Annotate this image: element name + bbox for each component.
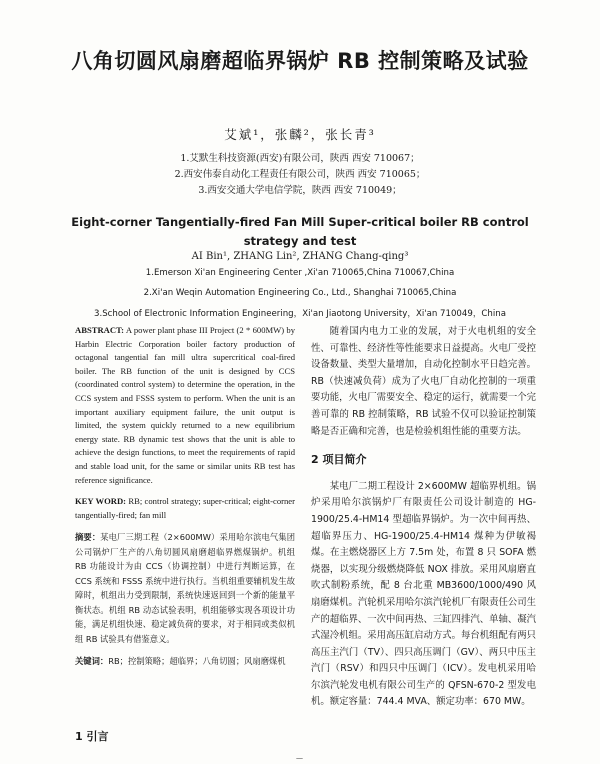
title-chinese: 八角切圆风扇磨超临界锅炉 RB 控制策略及试验: [71, 49, 529, 73]
right-column: [311, 324, 536, 711]
keywords-cn-label: 关键词：: [75, 656, 109, 667]
affiliation-cn-2: 2.西安伟泰自动化工程责任有限公司，陕西 西安 710065；: [174, 169, 426, 180]
abstract-english: [75, 324, 295, 487]
keywords-english: [75, 495, 295, 522]
keywords-cn-text: RB；控制策略；超临界；八角切圆；风扇磨煤机: [108, 656, 286, 667]
affiliation-en-3: 3.School of Electronic Information Engineering，Xi'an Jiaotong University，Xi'an 710049，China: [94, 309, 506, 319]
abstract-label: ABSTRACT:: [75, 325, 125, 335]
authors-english: AI Bin¹, ZHANG Lin², ZHANG Chang-qing³: [191, 251, 409, 262]
title-english: Eight-corner Tangentially-fired Fan Mill Super-critical boiler RB control strategy and test: [71, 215, 529, 248]
affiliation-en-2: 2.Xi'an Weqin Automation Engineering Co., Ltd., Shanghai 710065,China: [143, 288, 457, 298]
abstract-cn-text: 某电厂三期工程（2×600MW）采用哈尔滨电气集团公司锅炉厂生产的八角切圆风扇磨超临界燃煤锅炉。机组 RB 功能设计为由 CCS（协调控制）中进行判断运算，在 CCS 系统和 FSSS 系统中进行执行。当机组重要辅机发生故障时，机组出力受到限制，系统快速返回到一个新的能量平衡状态。机组 RB 动态试验表明，机组能够实现各项设计功能，满足机组快速、稳定减负荷的要求，对于相同或类似机组 RB 试验具有借鉴意义。: [75, 532, 295, 644]
left-column: [75, 324, 295, 677]
page-number: —: [296, 754, 303, 762]
abstract-text: A power plant phase III Project (2 * 600MW) by Harbin Electric Corporation boiler factory production of octagonal tangential fan mill ultra supercritical coal-fired boiler. The RB function of the unit is designed by CCS (coordinated control system) to determine the operation, in the CCS system and FSSS system to perform. When the unit is an important auxiliary equipment failure, the unit output is limited, the system quickly returned to a new equilibrium energy state. RB dynamic test shows that the unit is able to achieve the design functions, to meet the requirements of rapid and stable load unit, for the same or similar units RB test has reference significance.: [75, 325, 295, 485]
intro-paragraph: 随着国内电力工业的发展，对于火电机组的安全性、可靠性、经济性等性能要求日益提高。火电厂受控设备数量、类型大量增加，自动化控制水平日趋完善。RB（快速减负荷）成为了火电厂自动化控制的一项重要功能，火电厂需要安全、稳定的运行，就需要一个完善可靠的 RB 控制策略，RB 试验不仅可以验证控制策略是否正确和完善，也是检验机组性能的重要方法。: [311, 326, 537, 437]
affiliation-en-1: 1.Emerson Xi'an Engineering Center ,Xi'an 710065,China 710067,China: [145, 268, 455, 278]
authors-chinese: 艾斌¹，张麟²，张长青³: [224, 127, 376, 142]
project-paragraph: 某电厂二期工程设计 2×600MW 超临界机组。锅炉采用哈尔滨锅炉厂有限责任公司设计制造的 HG-1900/25.4-HM14 型超临界锅炉。为一次中间再热、超临界压力、HG-1900/25.4-HM14 煤种为伊敏褐煤。在主燃烧器区上方 7.5m 处，布置 8 只 SOFA 燃烧器，以实现分级燃烧降低 NOX 排放。采用风扇磨直吹式制粉系统，配 8 台北重 MB3600/1000/490 风扇磨煤机。汽轮机采用哈尔滨汽轮机厂有限责任公司生产的超临界、一次中间再热、三缸四排汽、单轴、凝汽式湿冷机组。采用高压缸启动方式。每台机组配有两只高压主汽门（TV）、四只高压调门（GV）、两只中压主汽门（RSV）和四只中压调门（ICV）。发电机采用哈尔滨汽轮发电机有限公司生产的 QFSN-670-2 型发电机。额定容量：744.4 MVA、额定功率：670 MW。: [311, 480, 537, 708]
keywords-text: RB; control strategy; super-critical; eight-corner tangentially-fired; fan mill: [75, 496, 295, 520]
affiliation-cn-3: 3.西安交通大学电信学院，陕西 西安 710049；: [198, 185, 402, 196]
abstract-chinese: [75, 530, 295, 646]
abstract-cn-label: 摘要：: [75, 532, 101, 543]
keywords-chinese: [75, 654, 295, 669]
section-heading-project: 2 项目简介: [311, 453, 367, 467]
section-heading-introduction: 1 引言: [75, 730, 109, 743]
keywords-label: KEY WORD:: [75, 496, 127, 507]
affiliation-cn-1: 1.艾默生科技资源(西安)有限公司，陕西 西安 710067；: [180, 153, 420, 164]
